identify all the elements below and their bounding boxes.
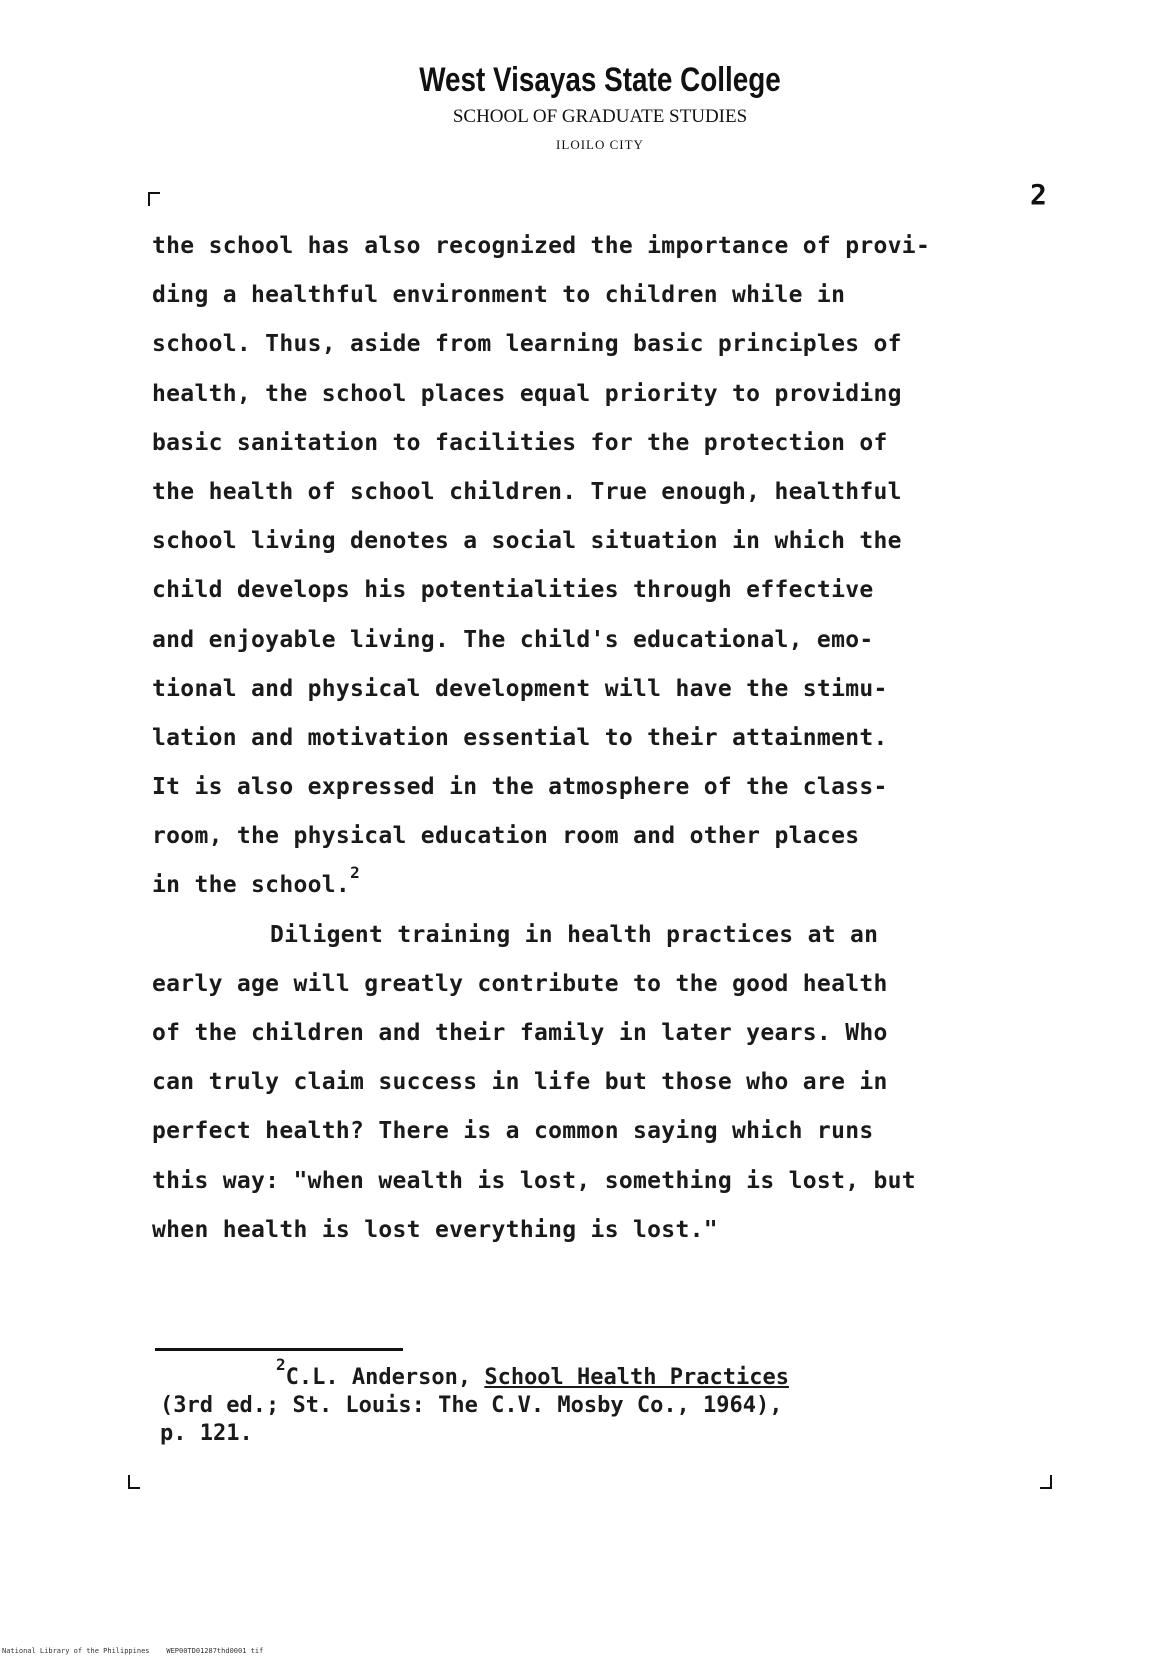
text-line: when health is lost everything is lost." [152, 1216, 718, 1243]
text-line: basic sanitation to facilities for the protection of [152, 429, 888, 456]
school-name: SCHOOL OF GRADUATE STUDIES [452, 106, 748, 127]
body-text [152, 222, 1052, 1255]
scan-footer-label: National Library of the Philippines WEP00TD01287thd0001 tif [2, 1647, 264, 1655]
text-line: early age will greatly contribute to the good health [152, 970, 888, 997]
city-name: ILOILO CITY [556, 137, 644, 152]
text-line: and enjoyable living. The child's educational, emo- [152, 626, 874, 653]
text-line: ding a healthful environment to children while in [152, 282, 846, 309]
crop-mark-bottom-right [1040, 1475, 1052, 1489]
text-line: this way: "when wealth is lost, something is lost, but [152, 1167, 916, 1194]
text-line: Diligent training in health practices at an [270, 921, 879, 948]
text-line: room, the physical education room and other places [152, 823, 860, 850]
footnote-rule [155, 1348, 403, 1351]
text-line: can truly claim success in life but those who are in [152, 1069, 888, 1096]
text-line-last-content: in the school. [152, 872, 351, 899]
text-line: the health of school children. True enough, healthful [152, 478, 902, 505]
letterhead [0, 60, 1153, 156]
footnote-line: (3rd ed.; St. Louis: The C.V. Mosby Co., 1964), [160, 1393, 783, 1418]
footnote-author: C.L. Anderson, [285, 1365, 485, 1390]
text-line: perfect health? There is a common saying which runs [152, 1118, 874, 1145]
page-number: 2 [1030, 178, 1047, 211]
text-line: lation and motivation essential to their attainment. [152, 724, 888, 751]
text-line: school. Thus, aside from learning basic principles of [152, 331, 902, 358]
crop-mark-top-left [148, 192, 160, 206]
text-line: school living denotes a social situation in which the [152, 528, 902, 555]
text-line: of the children and their family in later years. Who [152, 1020, 888, 1046]
college-name: West Visayas State College [419, 61, 781, 99]
footnote-book-title: School Health Practices [484, 1365, 789, 1390]
text-line: the school has also recognized the importance of provi- [152, 233, 931, 259]
text-line: health, the school places equal priority to providing [152, 380, 902, 407]
footnote-reference: 2 [350, 863, 360, 883]
footnote-line: p. 121. [160, 1421, 253, 1446]
footnote-mark: 2 [276, 1355, 286, 1374]
footnote-line [160, 1355, 980, 1392]
footnote [160, 1355, 980, 1448]
crop-mark-bottom-left [128, 1475, 140, 1489]
text-line: It is also expressed in the atmosphere of the class- [152, 774, 888, 801]
text-line-last [152, 861, 1052, 910]
text-line: tional and physical development will have the stimu- [152, 675, 888, 702]
text-line: child develops his potentialities through effective [152, 577, 874, 604]
